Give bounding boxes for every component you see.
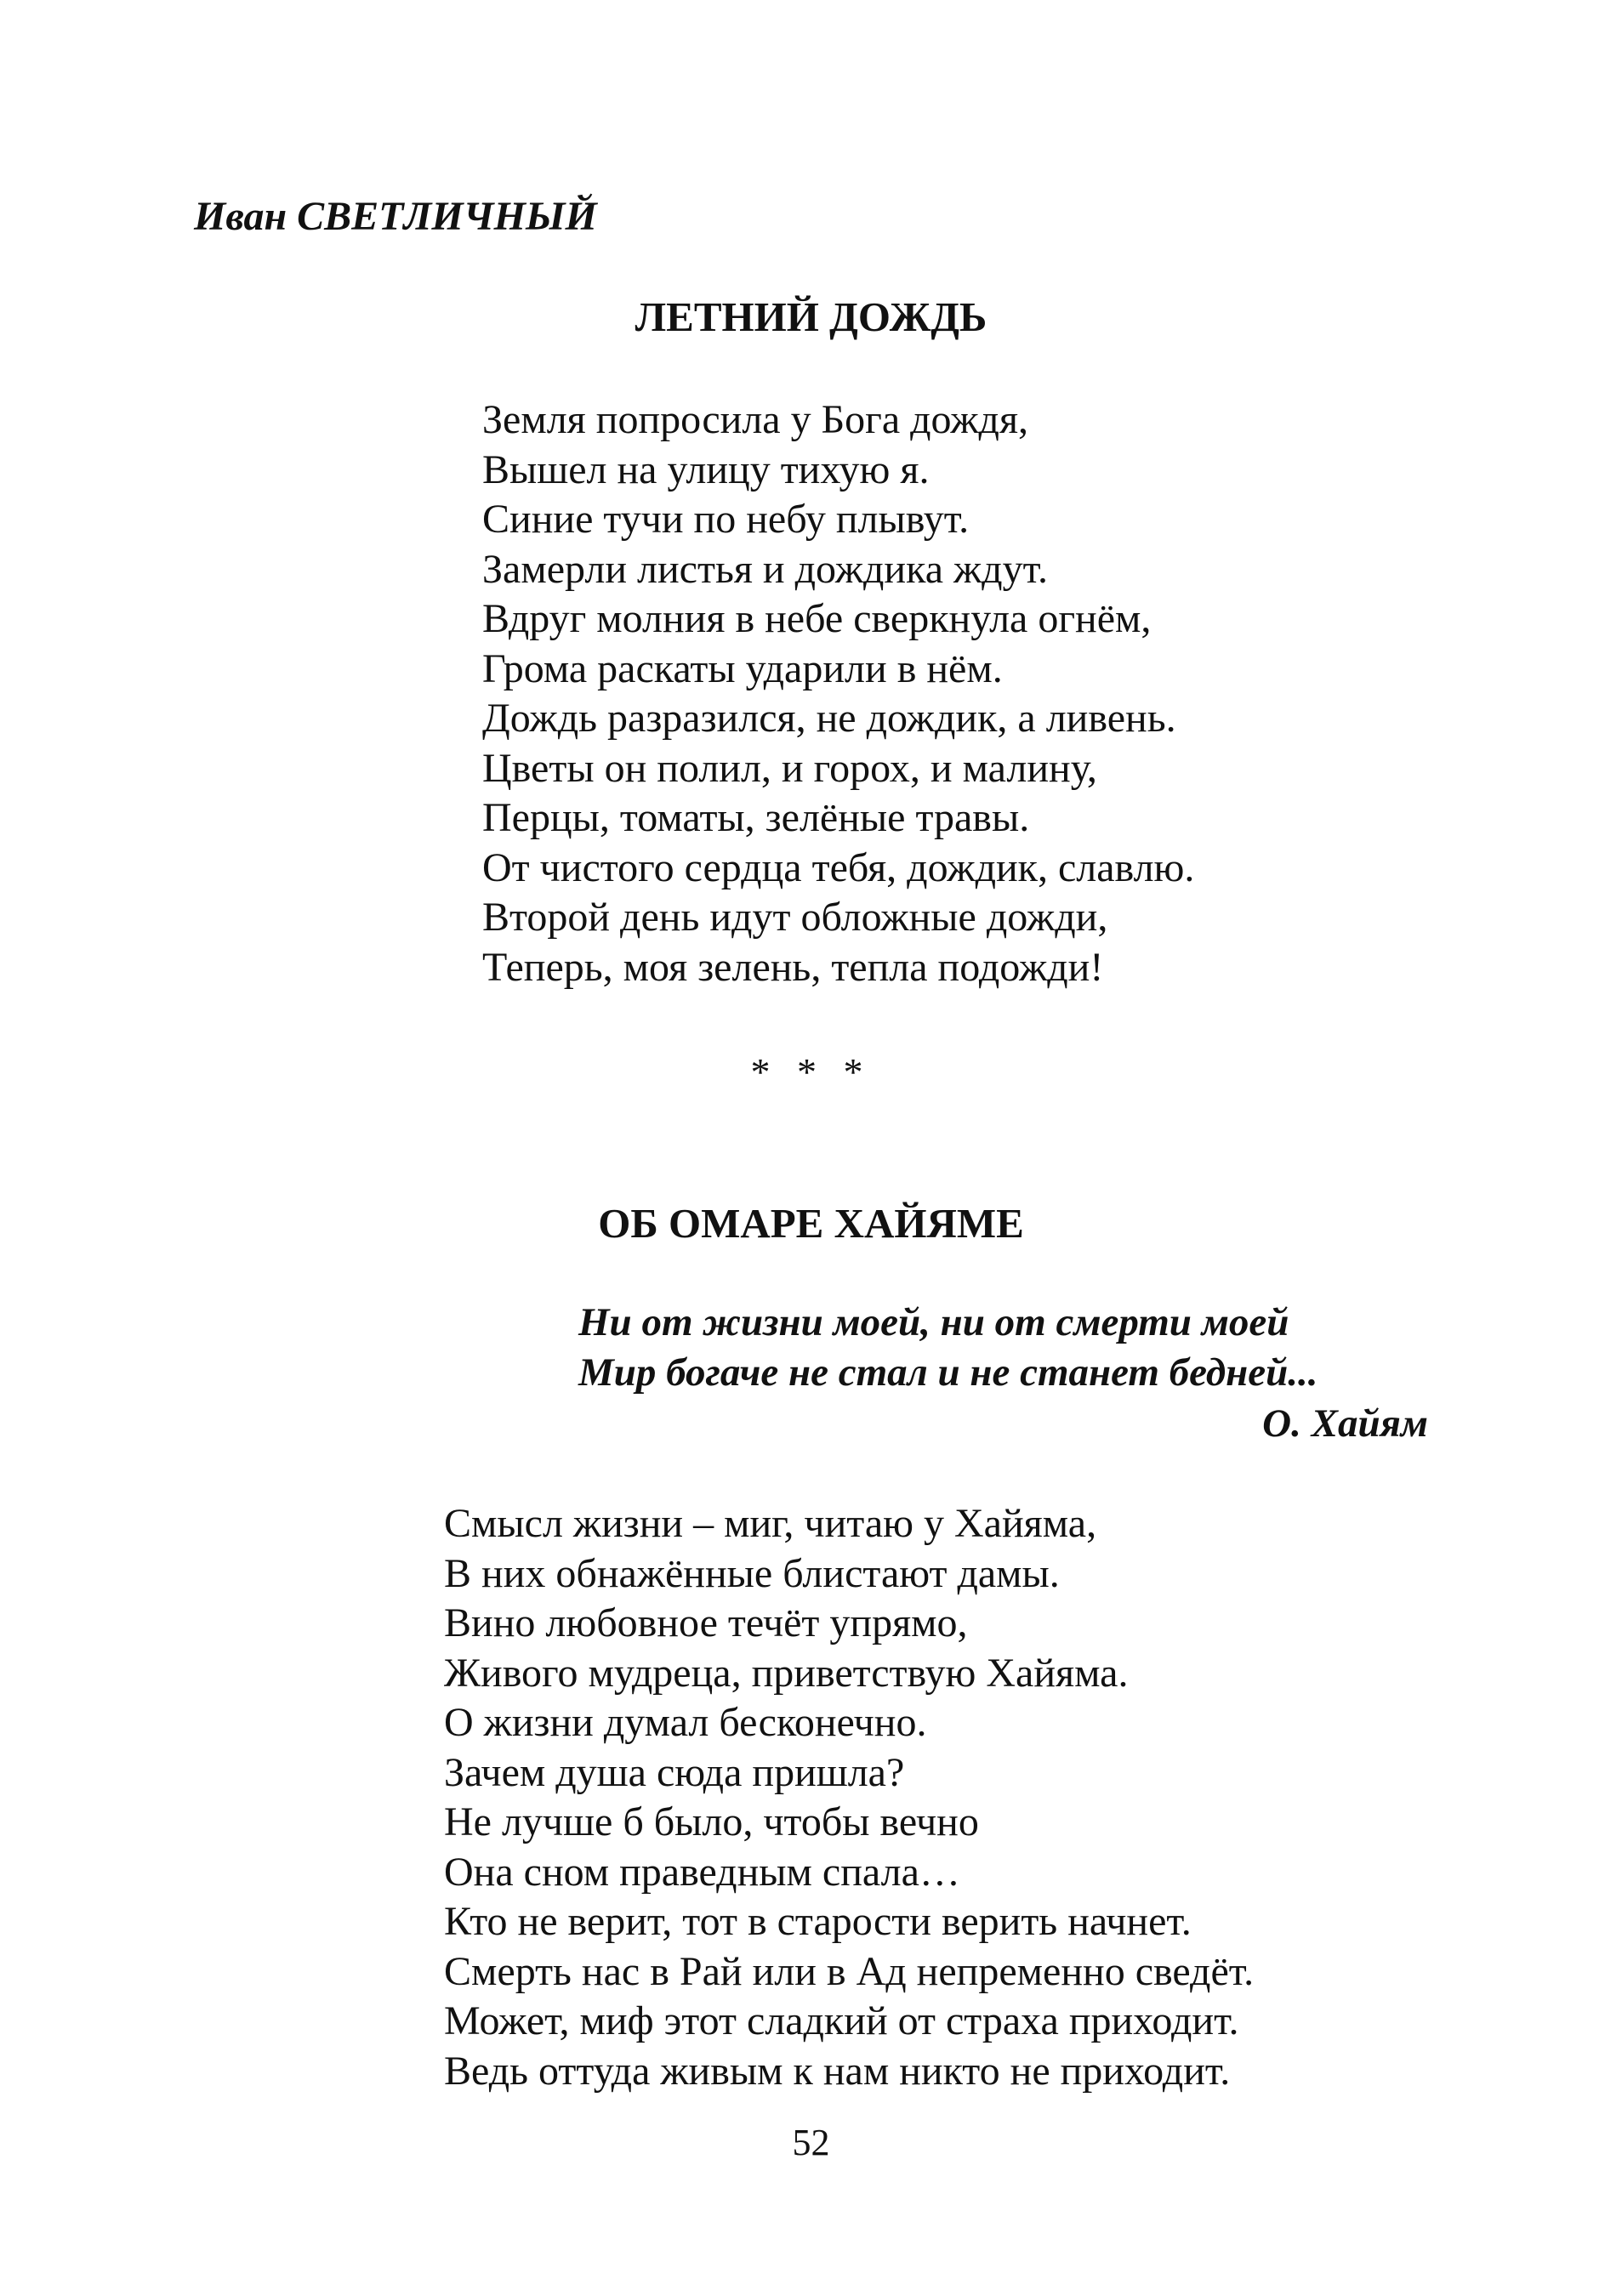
poem-line: Вдруг молния в небе сверкнула огнём, xyxy=(482,596,1152,641)
author-name: Иван СВЕТЛИЧНЫЙ xyxy=(194,194,597,239)
epigraph-author: О. Хайям xyxy=(1262,1401,1428,1446)
poem-line: Теперь, моя зелень, тепла подожди! xyxy=(482,944,1104,990)
epigraph xyxy=(578,1298,1318,1398)
poem-line: Вышел на улицу тихую я. xyxy=(482,446,930,492)
poem-title-omar-khayyam: ОБ ОМАРЕ ХАЙЯМЕ xyxy=(598,1200,1024,1247)
poem-line: Ведь оттуда живым к нам никто не приходит. xyxy=(444,2048,1231,2094)
poem-line: Дождь разразился, не дождик, а ливень. xyxy=(482,696,1176,741)
poem-line: Второй день идут обложные дожди, xyxy=(482,895,1108,940)
page-number: 52 xyxy=(792,2122,830,2163)
poem-line: Может, миф этот сладкий от страха приходит. xyxy=(444,1998,1239,2043)
poem-line: Не лучше б было, чтобы вечно xyxy=(444,1799,979,1844)
poem-line: О жизни думал бесконечно. xyxy=(444,1700,927,1745)
poem-line: Она сном праведным спала… xyxy=(444,1849,960,1895)
poem-line: Вино любовное течёт упрямо, xyxy=(444,1600,968,1645)
epigraph-line: Мир богаче не стал и не станет бедней... xyxy=(578,1350,1318,1395)
poem-line: Замерли листья и дождика ждут. xyxy=(482,546,1048,592)
poem-line: Грома раскаты ударили в нём. xyxy=(482,645,1003,691)
epigraph-line: Ни от жизни моей, ни от смерти моей xyxy=(578,1300,1289,1344)
section-separator: * * * xyxy=(750,1050,872,1094)
poem-line: Синие тучи по небу плывут. xyxy=(482,497,970,542)
poem-line: Смерть нас в Рай или в Ад непременно сведёт. xyxy=(444,1948,1255,1994)
poem-line: Земля попросила у Бога дождя, xyxy=(482,397,1029,442)
poem-line: Зачем душа сюда пришла? xyxy=(444,1749,905,1795)
poem-title-summer-rain: ЛЕТНИЙ ДОЖДЬ xyxy=(635,293,987,340)
poem-line: В них обнажённые блистают дамы. xyxy=(444,1550,1060,1596)
poem-line: Кто не верит, тот в старости верить начнет. xyxy=(444,1899,1192,1944)
poem-summer-rain-lines xyxy=(482,395,1194,992)
poem-line: От чистого сердца тебя, дождик, славлю. xyxy=(482,844,1195,890)
poem-omar-khayyam-lines xyxy=(444,1499,1254,2096)
poem-line: Смысл жизни – миг, читаю у Хайяма, xyxy=(444,1501,1097,1546)
poem-line: Цветы он полил, и горох, и малину, xyxy=(482,745,1097,791)
poem-line: Живого мудреца, приветствую Хайяма. xyxy=(444,1650,1129,1696)
poem-line: Перцы, томаты, зелёные травы. xyxy=(482,795,1030,840)
